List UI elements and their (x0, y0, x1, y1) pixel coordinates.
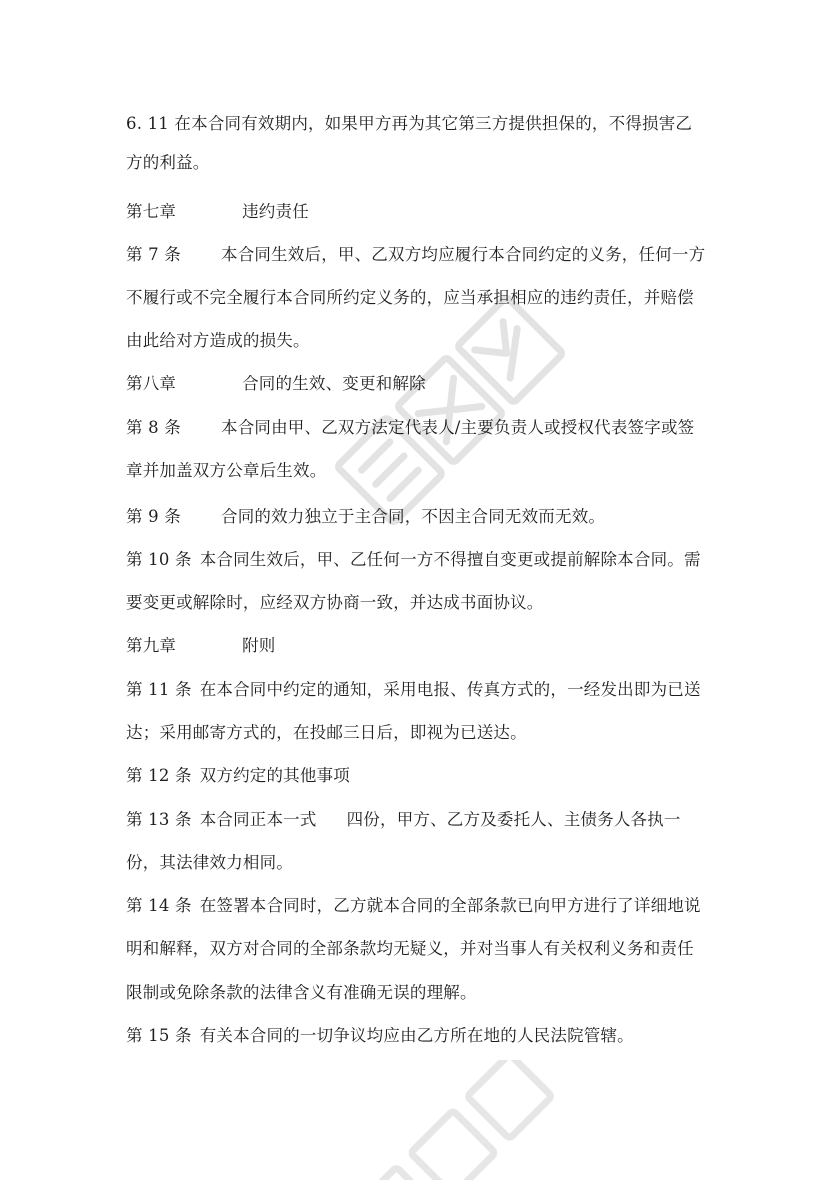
article-text: 本合同生效后，甲、乙任何一方不得擅自变更或提前解除本合同。需 (199, 550, 701, 569)
article-9 (126, 507, 605, 527)
chapter-9-heading (126, 636, 276, 656)
article-10-line-1 (126, 550, 701, 570)
article-8-line-1 (126, 418, 694, 438)
watermark-logo-bottom-icon (330, 1060, 590, 1180)
article-14-line-3: 限制或免除条款的法律含义有准确无误的理解。 (126, 983, 477, 1002)
article-number: 第 15 条 (126, 1026, 192, 1045)
article-text: 在签署本合同时，乙方就本合同的全部条款已向甲方进行了详细地说 (199, 896, 701, 915)
article-text: 双方约定的其他事项 (199, 766, 350, 785)
paragraph-6-11-line-1: 6. 11 在本合同有效期内，如果甲方再为其它第三方提供担保的，不得损害乙 (126, 114, 693, 133)
article-number: 第 9 条 (126, 507, 181, 526)
chapter-number: 第七章 (126, 202, 177, 221)
article-11-line-2: 达；采用邮寄方式的，在投邮三日后，即视为已送达。 (126, 723, 527, 742)
chapter-title: 附则 (242, 636, 276, 655)
article-13-line-1 (126, 810, 681, 830)
article-7-line-3: 由此给对方造成的损失。 (126, 331, 310, 350)
chapter-number: 第八章 (126, 374, 177, 393)
article-number: 第 13 条 (126, 810, 192, 829)
article-8-line-2: 章并加盖双方公章后生效。 (126, 461, 327, 480)
article-number: 第 14 条 (126, 896, 192, 915)
article-number: 第 8 条 (126, 418, 181, 437)
article-13-line-2: 份，其法律效力相同。 (126, 853, 293, 872)
article-number: 第 12 条 (126, 766, 192, 785)
article-10-line-2: 要变更或解除时，应经双方协商一致，并达成书面协议。 (126, 593, 544, 612)
article-12 (126, 766, 350, 786)
chapter-title: 合同的生效、变更和解除 (242, 374, 426, 393)
article-number: 第 7 条 (126, 245, 181, 264)
article-text: 合同的效力独立于主合同，不因主合同无效而无效。 (221, 507, 606, 526)
article-7-line-1 (126, 245, 705, 265)
article-number: 第 10 条 (126, 550, 192, 569)
article-7-line-2: 不履行或不完全履行本合同所约定义务的，应当承担相应的违约责任，并赔偿 (126, 288, 694, 307)
article-text: 本合同生效后，甲、乙双方均应履行本合同约定的义务，任何一方 (221, 245, 706, 264)
chapter-number: 第九章 (126, 636, 177, 655)
article-text: 有关本合同的一切争议均应由乙方所在地的人民法院管辖。 (199, 1026, 634, 1045)
article-14-line-1 (126, 896, 701, 916)
article-text-post: 四份，甲方、乙方及委托人、主债务人各执一 (346, 810, 681, 829)
article-14-line-2: 明和解释，双方对合同的全部条款均无疑义，并对当事人有关权利义务和责任 (126, 939, 694, 958)
chapter-7-heading (126, 202, 309, 222)
article-text: 本合同由甲、乙双方法定代表人/主要负责人或授权代表签字或签 (221, 418, 695, 437)
chapter-title: 违约责任 (242, 202, 309, 221)
article-11-line-1 (126, 680, 701, 700)
paragraph-6-11-line-2: 方的利益。 (126, 153, 210, 172)
article-text-pre: 本合同正本一式 (199, 810, 317, 829)
chapter-8-heading (126, 374, 426, 394)
article-15 (126, 1026, 634, 1046)
article-text: 在本合同中约定的通知，采用电报、传真方式的，一经发出即为已送 (199, 680, 701, 699)
article-number: 第 11 条 (126, 680, 192, 699)
